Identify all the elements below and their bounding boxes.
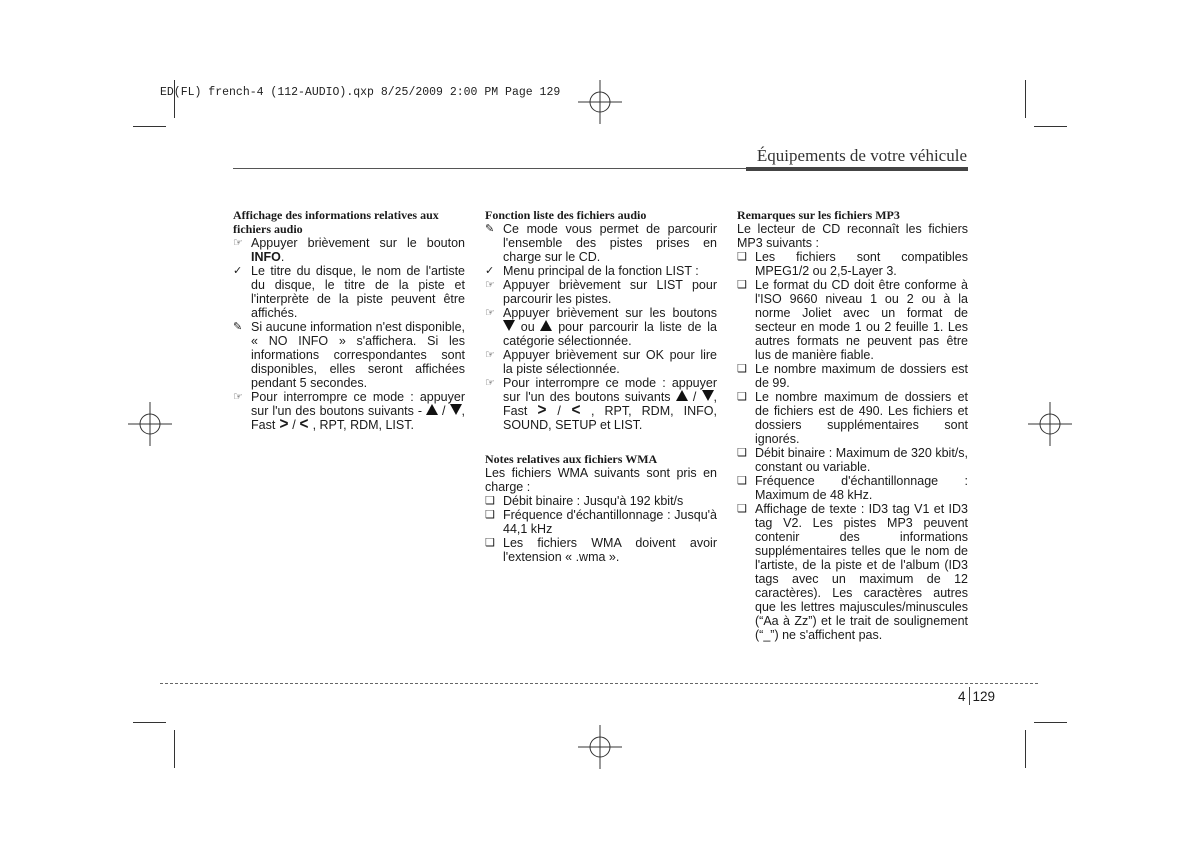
list-item — [737, 250, 968, 278]
item-text: Appuyer brièvement sur le bouton — [251, 236, 465, 250]
checkbox-icon: ❑ — [485, 495, 495, 507]
item-text: Débit binaire : Jusqu'à 192 kbit/s — [503, 494, 684, 508]
list-item — [485, 348, 717, 376]
checkbox-icon: ❑ — [737, 279, 747, 291]
list-item — [233, 390, 465, 432]
item-text: Le format du CD doit être conforme à l'ISO 9660 niveau 1 ou 2 ou à la norme Joliet avec un format de secteur en mode 1 ou 2 feuille 1. Les autres formats ne peuvent pas être lus de manière fiable. — [755, 278, 968, 362]
checkbox-icon: ❑ — [737, 363, 747, 375]
heading-mp3-notes: Remarques sur les fichiers MP3 — [737, 208, 900, 222]
page-number-separator — [969, 687, 970, 705]
pencil-icon: ✎ — [233, 321, 243, 333]
item-text: , RPT, RDM, INFO, SOUND, SETUP et LIST. — [503, 404, 717, 432]
column-list-function — [485, 208, 717, 564]
print-file-info: ED(FL) french-4 (112-AUDIO).qxp 8/25/2009 2:00 PM Page 129 — [160, 86, 561, 99]
checkbox-icon: ❑ — [737, 503, 747, 515]
list-item — [485, 536, 717, 564]
item-text: Le titre du disque, le nom de l'artiste du disque, le titre de la piste et l'interprète de la piste peuvent être affichés. — [251, 264, 465, 320]
left-chevron-icon: < — [299, 414, 309, 433]
list-item — [485, 306, 717, 348]
hand-icon: ☞ — [485, 307, 495, 319]
list-item — [737, 390, 968, 446]
heading-list-function: Fonction liste des fichiers audio — [485, 208, 647, 222]
check-icon: ✓ — [485, 265, 495, 277]
chapter-number: 4 — [958, 689, 966, 704]
item-text: Menu principal de la fonction LIST : — [503, 264, 699, 278]
item-text: Appuyer brièvement sur OK pour lire la piste sélectionnée. — [503, 348, 717, 376]
page-number-value: 129 — [972, 689, 996, 704]
hand-icon: ☞ — [485, 349, 495, 361]
check-icon: ✓ — [233, 265, 243, 277]
down-arrow-icon — [450, 404, 462, 415]
column-audio-info — [233, 208, 465, 432]
list-item — [233, 236, 465, 264]
list-item — [737, 446, 968, 474]
list-item — [485, 508, 717, 536]
up-arrow-icon — [426, 404, 438, 415]
checkbox-icon: ❑ — [737, 391, 747, 403]
list-item — [485, 494, 717, 508]
checkbox-icon: ❑ — [485, 537, 495, 549]
left-chevron-icon: < — [571, 400, 581, 419]
item-text: Le nombre maximum de dossiers et de fichiers est de 490. Les fichiers et dossiers supplémentaires sont ignorés. — [755, 390, 968, 446]
list-item — [485, 264, 717, 278]
registration-mark-bottom — [578, 725, 622, 769]
item-text: / — [288, 418, 300, 432]
item-text: Appuyer brièvement sur LIST pour parcourir les pistes. — [503, 278, 717, 306]
section-title: Équipements de votre véhicule — [756, 146, 967, 165]
item-text: Ce mode vous permet de parcourir l'ensemble des pistes prises en charge sur le CD. — [503, 222, 717, 264]
checkbox-icon: ❑ — [737, 447, 747, 459]
item-text: Pour interrompre ce mode : appuyer sur l'un des boutons suivants — [503, 376, 717, 404]
hand-icon: ☞ — [485, 377, 495, 389]
item-text: Les fichiers WMA doivent avoir l'extension « .wma ». — [503, 536, 717, 564]
up-arrow-icon — [540, 320, 552, 331]
hand-icon: ☞ — [233, 237, 243, 249]
list-item — [485, 278, 717, 306]
paragraph: Les fichiers WMA suivants sont pris en charge : — [485, 466, 717, 494]
right-chevron-icon: > — [279, 414, 289, 433]
item-text: Les fichiers sont compatibles MPEG1/2 ou 2,5-Layer 3. — [755, 250, 968, 278]
item-text: pour parcourir la liste de la catégorie sélectionnée. — [503, 320, 717, 348]
item-text: / — [547, 404, 571, 418]
item-text: , Fast — [503, 390, 717, 418]
item-text: ou — [515, 320, 541, 334]
list-item — [737, 278, 968, 362]
heading-audio-info: Affichage des informations relatives aux fichiers audio — [233, 208, 439, 236]
down-arrow-icon — [702, 390, 714, 401]
item-text: Si aucune information n'est disponible, « NO INFO » s'affichera. Si les informations correspondantes sont disponibles, elles seront affichées pendant 5 secondes. — [251, 320, 465, 390]
hand-icon: ☞ — [485, 279, 495, 291]
list-item — [737, 502, 968, 642]
item-text: . — [280, 250, 285, 264]
checkbox-icon: ❑ — [485, 509, 495, 521]
list-item — [485, 222, 717, 264]
info-button-label: INFO — [251, 250, 281, 264]
item-text: Affichage de texte : ID3 tag V1 et ID3 tag V2. Les pistes MP3 peuvent contenir des informations supplémentaires telles que le nom de l'artiste, de la piste et de l'album (ID3 tags avec un maximum de 12 caractères). Les caractères autres que les lettres majuscules/minuscules (“Aa à Zz”) et le trait de soulignement (“_”) ne s'affichent pas. — [755, 502, 968, 642]
item-text: , Fast — [251, 404, 465, 432]
item-text: Débit binaire : Maximum de 320 kbit/s, constant ou variable. — [755, 446, 968, 474]
hand-icon: ☞ — [233, 391, 243, 403]
item-text: Fréquence d'échantillonnage : Jusqu'à 44,1 kHz — [503, 508, 717, 536]
page-number — [958, 687, 995, 705]
header-rule-accent — [746, 167, 968, 171]
registration-mark-left — [128, 402, 172, 446]
checkbox-icon: ❑ — [737, 251, 747, 263]
checkbox-icon: ❑ — [737, 475, 747, 487]
list-item — [485, 376, 717, 432]
heading-wma-notes: Notes relatives aux fichiers WMA — [485, 452, 658, 466]
list-item — [737, 362, 968, 390]
item-text: Fréquence d'échantillonnage : Maximum de 48 kHz. — [755, 474, 968, 502]
item-text: / — [687, 390, 702, 404]
item-text: , RPT, RDM, LIST. — [309, 418, 414, 432]
up-arrow-icon — [676, 390, 688, 401]
list-item — [233, 320, 465, 390]
list-item — [233, 264, 465, 320]
footer-rule — [160, 683, 1038, 684]
right-chevron-icon: > — [537, 400, 547, 419]
pencil-icon: ✎ — [485, 223, 495, 235]
column-mp3-notes — [737, 208, 968, 642]
down-arrow-icon — [503, 320, 515, 331]
item-text: Appuyer brièvement sur les boutons — [503, 306, 717, 320]
registration-mark-right — [1028, 402, 1072, 446]
registration-mark-top — [578, 80, 622, 124]
paragraph: Le lecteur de CD reconnaît les fichiers MP3 suivants : — [737, 222, 968, 250]
item-text: Pour interrompre ce mode : appuyer sur l'un des boutons suivants - — [251, 390, 465, 418]
item-text: Le nombre maximum de dossiers est de 99. — [755, 362, 968, 390]
item-text: / — [438, 404, 450, 418]
list-item — [737, 474, 968, 502]
